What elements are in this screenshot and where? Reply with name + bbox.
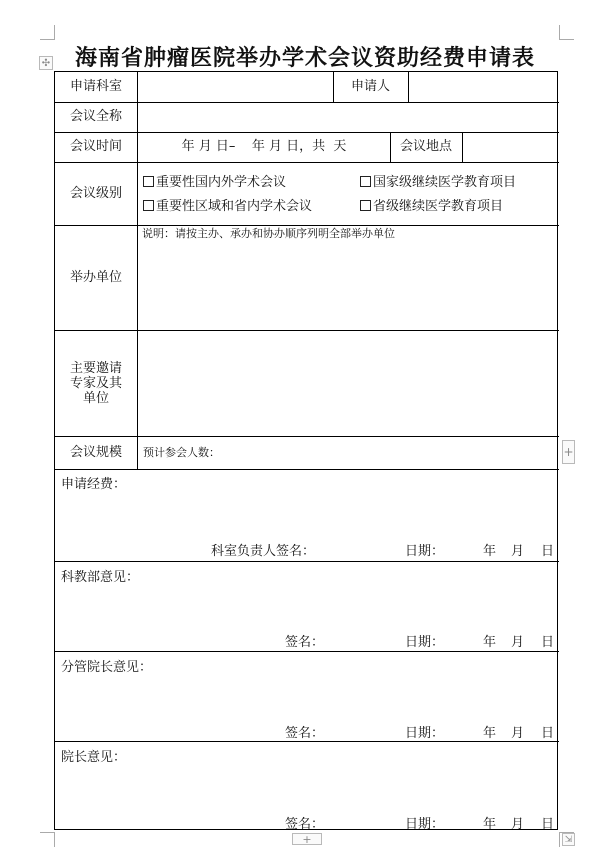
- experts-label-line: 专家及其: [69, 375, 122, 391]
- row-divider: [55, 561, 559, 562]
- organizer-note: 说明：请按主办、承办和协办顺序列明全部举办单位: [142, 227, 395, 240]
- day-label: 日: [541, 635, 555, 650]
- row-divider: [55, 651, 559, 652]
- application-form-table: [54, 71, 558, 830]
- checkbox[interactable]: [143, 200, 154, 211]
- add-column-handle-icon[interactable]: +: [292, 833, 322, 845]
- column-divider: [462, 132, 463, 162]
- level-option-label: 省级继续医学教育项目: [373, 199, 504, 214]
- day-label: 日: [541, 726, 555, 741]
- level-option[interactable]: [360, 175, 516, 191]
- signature-label: 签名：: [285, 817, 325, 832]
- edu-dept-opinion-label: 科教部意见：: [61, 570, 140, 585]
- month-label: 月: [511, 817, 525, 832]
- meeting-time-field[interactable]: 年 月 日– 年 月 日，共 天: [181, 139, 347, 154]
- meeting-place-label: 会议地点: [399, 139, 452, 154]
- applicant-input[interactable]: [410, 74, 557, 100]
- year-label: 年: [483, 726, 497, 741]
- experts-input[interactable]: [139, 332, 557, 434]
- month-label: 月: [511, 726, 525, 741]
- meeting-place-input[interactable]: [464, 134, 557, 160]
- meeting-level-label: 会议级别: [69, 185, 122, 201]
- dept-input[interactable]: [139, 74, 331, 100]
- meeting-time-label: 会议时间: [69, 139, 122, 154]
- checkbox[interactable]: [143, 176, 154, 187]
- date-label: 日期：: [405, 635, 445, 650]
- checkbox[interactable]: [360, 200, 371, 211]
- crop-mark-top-right: [559, 25, 574, 40]
- add-row-handle-icon[interactable]: +: [562, 440, 575, 464]
- meeting-scale-label: 会议规模: [69, 444, 122, 460]
- month-label: 月: [511, 635, 525, 650]
- level-option[interactable]: [360, 199, 503, 215]
- level-option-label: 国家级继续医学教育项目: [373, 175, 517, 190]
- year-label: 年: [483, 817, 497, 832]
- attendee-count-field[interactable]: 预计参会人数：: [143, 446, 220, 459]
- date-label: 日期：: [405, 726, 445, 741]
- meeting-name-label: 会议全称: [69, 109, 122, 124]
- label-column-divider: [137, 72, 138, 469]
- crop-mark-top-left: [40, 25, 55, 40]
- day-label: 日: [541, 817, 555, 832]
- signature-label: 签名：: [285, 726, 325, 741]
- day-label: 日: [541, 544, 555, 559]
- page-title: 海南省肿瘤医院举办学术会议资助经费申请表: [74, 45, 535, 71]
- year-label: 年: [483, 635, 497, 650]
- row-divider: [55, 469, 559, 470]
- checkbox[interactable]: [360, 176, 371, 187]
- year-label: 年: [483, 544, 497, 559]
- experts-label-line: 主要邀请: [69, 360, 122, 376]
- crop-mark-bottom-left: [40, 832, 55, 847]
- experts-label-line: 单位: [82, 390, 109, 406]
- signature-label: 签名：: [285, 635, 325, 650]
- experts-label: [55, 330, 137, 436]
- vp-opinion-label: 分管院长意见：: [61, 660, 153, 675]
- organizer-input[interactable]: [139, 244, 557, 328]
- funding-label: 申请经费：: [61, 477, 127, 492]
- level-option[interactable]: [143, 175, 286, 191]
- date-label: 日期：: [405, 544, 445, 559]
- level-option[interactable]: [143, 199, 312, 215]
- president-opinion-label: 院长意见：: [61, 750, 127, 765]
- level-option-label: 重要性国内外学术会议: [156, 175, 287, 190]
- meeting-name-input[interactable]: [139, 104, 557, 130]
- dept-label: 申请科室: [69, 79, 122, 94]
- organizer-label: 举办单位: [69, 269, 122, 285]
- column-divider: [408, 72, 409, 102]
- month-label: 月: [511, 544, 525, 559]
- applicant-label: 申请人: [350, 79, 390, 94]
- level-option-label: 重要性区域和省内学术会议: [156, 199, 313, 214]
- table-move-handle-icon[interactable]: ✣: [39, 56, 53, 70]
- dept-head-signature-label: 科室负责人签名：: [211, 544, 316, 559]
- date-label: 日期：: [405, 817, 445, 832]
- table-resize-handle-icon[interactable]: ⇲: [562, 833, 575, 846]
